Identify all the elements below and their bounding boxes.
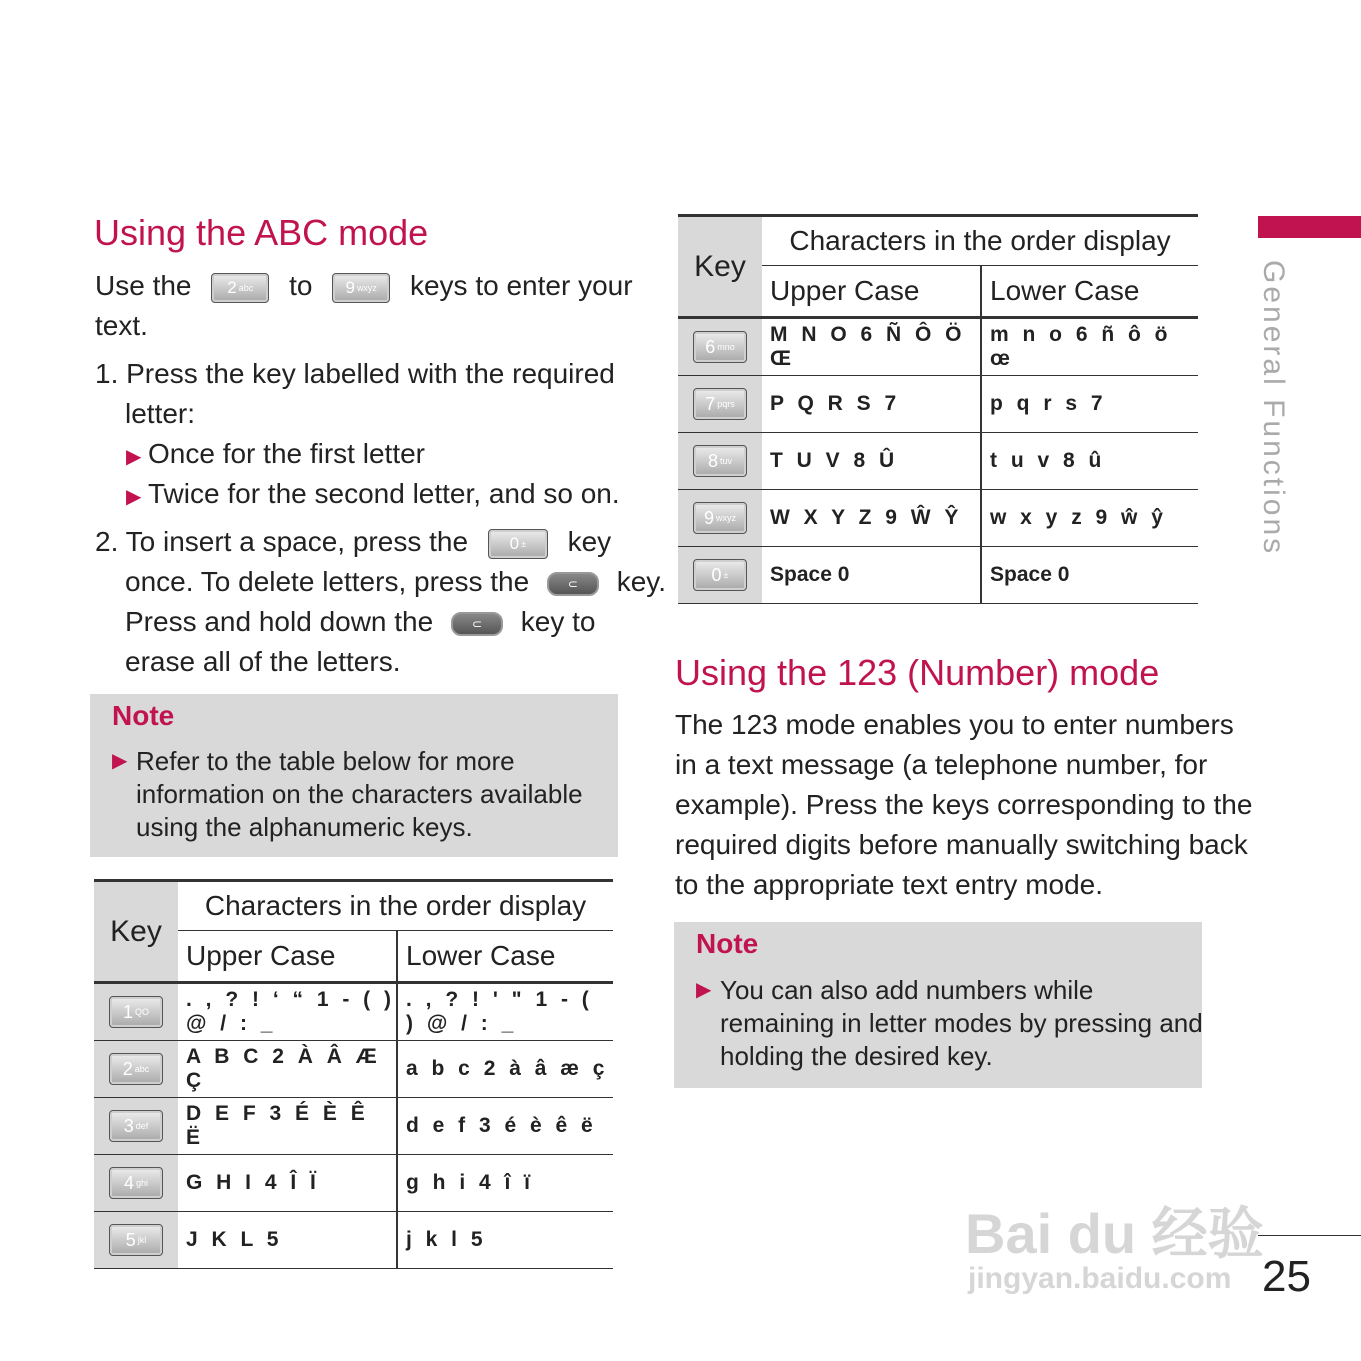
upper-case-header: Upper Case: [178, 931, 397, 983]
abc-mode-heading: Using the ABC mode: [94, 212, 429, 253]
lower-cell: w x y z 9 ŵ ŷ: [981, 490, 1198, 547]
step1-line1: 1. Press the key labelled with the required: [95, 358, 615, 389]
bullet-once: ▶ Once for the first letter: [126, 434, 425, 477]
step2-line1: 2. To insert a space, press the 0 ± key: [95, 526, 612, 557]
table-row: [94, 1212, 613, 1269]
intro-suffix: keys to enter your: [409, 270, 633, 301]
page-number-rule: [1258, 1235, 1361, 1236]
note-box-number: [674, 922, 1202, 1088]
note-text: ▶ You can also add numbers while remaining in letter modes by pressing and holding the desired key.: [696, 975, 1203, 1071]
table-row: [94, 1098, 613, 1155]
key-5-icon: 5 jkl: [94, 1212, 178, 1269]
lower-cell: m n o 6 ñ ô ö œ: [981, 318, 1198, 376]
table-row: [678, 490, 1198, 547]
lower-cell: . , ? ! ' " 1 - ( ) @ / : _: [397, 983, 613, 1041]
intro-prefix: Use the: [95, 270, 192, 301]
note-title: Note: [112, 700, 175, 731]
key-header: Key: [94, 881, 178, 983]
bullet-triangle-icon: ▶: [696, 979, 712, 1001]
table-row: [94, 1155, 613, 1212]
lower-case-header: Lower Case: [397, 931, 613, 983]
table-row: [678, 433, 1198, 490]
lower-case-header: Lower Case: [981, 266, 1198, 318]
bullet-twice: ▶ Twice for the second letter, and so on.: [126, 474, 620, 517]
upper-cell: D E F 3 É È Ê Ë: [178, 1098, 397, 1155]
char-table-right: [678, 214, 1198, 604]
section-tab-label: General Functions: [1257, 260, 1290, 557]
bullet-triangle-icon: ▶: [112, 750, 128, 772]
section-tab-bar: [1258, 216, 1361, 238]
upper-cell: Space 0: [762, 547, 981, 604]
baidu-watermark-logo: Bai du 经验: [965, 1202, 1264, 1265]
key-8-icon: 8 tuv: [678, 433, 762, 490]
lower-cell: j k l 5: [397, 1212, 613, 1269]
key-9-icon: 9 wxyz: [332, 273, 390, 303]
note-text: ▶ Refer to the table below for more information on the characters available using the alphanumeric keys.: [112, 746, 583, 842]
bullet-triangle-icon: ▶: [126, 486, 142, 508]
key-header: Key: [678, 216, 762, 318]
upper-case-header: Upper Case: [762, 266, 981, 318]
lower-cell: g h i 4 î ï: [397, 1155, 613, 1212]
table-row: [678, 376, 1198, 433]
number-mode-heading: Using the 123 (Number) mode: [675, 652, 1160, 693]
upper-cell: W X Y Z 9 Ŵ Ŷ: [762, 490, 981, 547]
step2-line3: Press and hold down the ⊂ key to: [125, 606, 596, 637]
note-title: Note: [696, 928, 759, 959]
key-7-icon: 7 pqrs: [678, 376, 762, 433]
key-1-icon: 1 QO: [94, 983, 178, 1041]
upper-cell: P Q R S 7: [762, 376, 981, 433]
lower-cell: a b c 2 à â æ ç: [397, 1041, 613, 1098]
key-3-icon: 3 def: [94, 1098, 178, 1155]
step1-line2: letter:: [125, 398, 196, 429]
clear-key-icon: ⊂: [451, 612, 503, 636]
baidu-watermark-url: jingyan.baidu.com: [968, 1262, 1232, 1295]
key-0-icon: 0 ±: [678, 547, 762, 604]
table-row: [94, 983, 613, 1041]
key-2-icon: 2 abc: [94, 1041, 178, 1098]
key-9-icon: 9 wxyz: [678, 490, 762, 547]
key-4-icon: 4 ghi: [94, 1155, 178, 1212]
key-2-icon: 2 abc: [211, 273, 269, 303]
lower-cell: d e f 3 é è ê ë: [397, 1098, 613, 1155]
lower-cell: Space 0: [981, 547, 1198, 604]
table-row: [678, 318, 1198, 376]
upper-cell: T U V 8 Û: [762, 433, 981, 490]
step2-line4: erase all of the letters.: [125, 646, 401, 677]
table-row: [678, 547, 1198, 604]
lower-cell: p q r s 7: [981, 376, 1198, 433]
lower-cell: t u v 8 û: [981, 433, 1198, 490]
abc-intro-line2: text.: [95, 310, 148, 341]
chars-header: Characters in the order display: [178, 881, 613, 931]
key-6-icon: 6 mno: [678, 318, 762, 376]
upper-cell: J K L 5: [178, 1212, 397, 1269]
bullet-triangle-icon: ▶: [126, 446, 142, 468]
upper-cell: G H I 4 Î Ï: [178, 1155, 397, 1212]
number-mode-body: The 123 mode enables you to enter numbers in a text message (a telephone number, for example). Press the keys corresponding to the required digits before manually switching back to the appropriate text entry mode.: [675, 709, 1253, 900]
key-0-icon: 0 ±: [488, 529, 548, 559]
note-box-abc: [90, 694, 618, 857]
char-table-left: [94, 879, 613, 1269]
step2-line2: once. To delete letters, press the ⊂ key.: [125, 566, 667, 597]
table-row: [94, 1041, 613, 1098]
page-number: 25: [1262, 1252, 1311, 1301]
clear-key-icon: ⊂: [547, 572, 599, 596]
chars-header: Characters in the order display: [762, 216, 1198, 266]
upper-cell: . , ? ! ‘ “ 1 - ( ) @ / : _: [178, 983, 397, 1041]
upper-cell: M N O 6 Ñ Ô Ö Œ: [762, 318, 981, 376]
upper-cell: A B C 2 À Â Æ Ç: [178, 1041, 397, 1098]
abc-intro-line1: [95, 266, 633, 306]
intro-to: to: [289, 270, 313, 301]
